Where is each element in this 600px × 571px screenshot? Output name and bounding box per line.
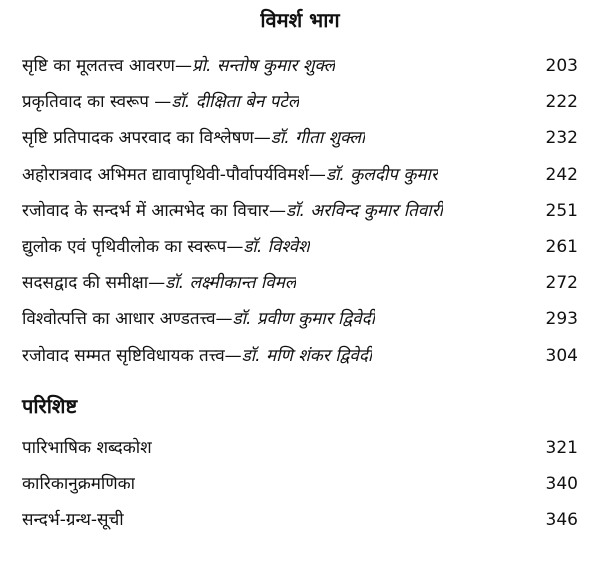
entry-title: सदसद्वाद की समीक्षा— xyxy=(22,273,166,294)
entry-title: सृष्टि प्रतिपादक अपरवाद का विश्लेषण— xyxy=(22,128,271,149)
entry-author: प्रो. सन्तोष कुमार शुक्ल xyxy=(191,56,336,77)
entry-author: डॉ. दीक्षिता बेन पटेल xyxy=(171,92,300,113)
entry-page-number: 251 xyxy=(545,200,578,221)
entry-page-number: 203 xyxy=(545,56,578,77)
toc-entry-text xyxy=(22,308,375,330)
section-heading-vimarsh-bhag: विमर्श भाग xyxy=(260,8,340,32)
toc-entry xyxy=(22,157,578,193)
toc-entry-text xyxy=(22,55,335,77)
entry-author: डॉ. कुलदीप कुमार xyxy=(325,164,438,185)
appendix-page-number: 340 xyxy=(545,474,578,495)
toc-entry xyxy=(22,120,578,156)
entry-title: रजोवाद के सन्दर्भ में आत्मभेद का विचार— xyxy=(22,200,286,221)
appendix-page-number: 321 xyxy=(545,438,578,459)
toc-entry xyxy=(22,48,578,84)
entry-title: विश्वोत्पत्ति का आधार अण्डतत्त्व— xyxy=(22,309,233,330)
entry-page-number: 272 xyxy=(545,273,578,294)
appendix-list xyxy=(22,430,578,539)
appendix-entry-title: कारिकानुक्रमणिका xyxy=(22,474,136,495)
toc-entry xyxy=(22,84,578,120)
entry-author: डॉ. विश्वेश xyxy=(243,237,310,258)
appendix-entry xyxy=(22,466,578,502)
entry-page-number: 293 xyxy=(545,309,578,330)
entry-title: द्युलोक एवं पृथिवीलोक का स्वरूप— xyxy=(22,237,244,258)
toc-entry-text xyxy=(22,345,372,367)
toc-entry-text xyxy=(22,272,296,294)
entry-title: सृष्टि का मूलतत्त्व आवरण— xyxy=(22,56,192,77)
toc-entry xyxy=(22,338,578,374)
toc-entry-text xyxy=(22,164,438,186)
appendix-entry xyxy=(22,502,578,538)
section-heading-parishisht: परिशिष्ट xyxy=(22,394,78,418)
toc-entry xyxy=(22,193,578,229)
entry-page-number: 261 xyxy=(545,237,578,258)
toc-entry xyxy=(22,229,578,265)
entry-author: डॉ. मणि शंकर द्विवेदी xyxy=(241,345,373,366)
entry-title: रजोवाद सम्मत सृष्टिविधायक तत्त्व— xyxy=(22,345,242,366)
entry-author: डॉ. अरविन्द कुमार तिवारी xyxy=(285,200,444,221)
entry-page-number: 232 xyxy=(545,128,578,149)
entry-page-number: 242 xyxy=(545,164,578,185)
entry-title: प्रकृतिवाद का स्वरूप — xyxy=(22,92,172,113)
entry-author: डॉ. प्रवीण कुमार द्विवेदी xyxy=(232,309,376,330)
toc-list xyxy=(22,48,578,374)
entry-page-number: 304 xyxy=(545,345,578,366)
appendix-entry xyxy=(22,430,578,466)
entry-author: डॉ. लक्ष्मीकान्त विमल xyxy=(165,273,297,294)
toc-entry-text xyxy=(22,91,299,113)
toc-entry-text xyxy=(22,127,365,149)
appendix-entry-title: सन्दर्भ-ग्रन्थ-सूची xyxy=(22,510,124,531)
entry-author: डॉ. गीता शुक्ला xyxy=(270,128,366,149)
appendix-page-number: 346 xyxy=(545,510,578,531)
toc-entry-text xyxy=(22,200,443,222)
toc-entry-text xyxy=(22,236,310,258)
entry-page-number: 222 xyxy=(545,92,578,113)
entry-title: अहोरात्रवाद अभिमत द्यावापृथिवी-पौर्वापर्यविमर्श— xyxy=(22,164,326,185)
toc-entry xyxy=(22,265,578,301)
appendix-entry-title: पारिभाषिक शब्दकोश xyxy=(22,438,152,459)
toc-entry xyxy=(22,301,578,337)
